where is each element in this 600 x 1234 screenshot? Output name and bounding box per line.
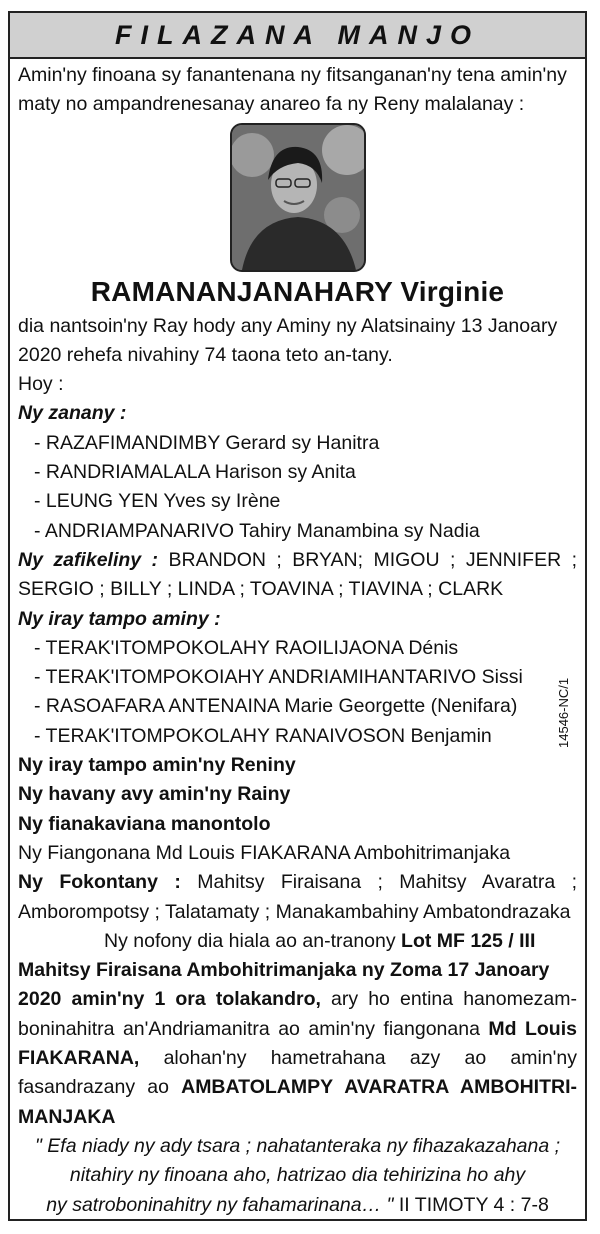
funeral-text: boninahitra an'Andriamanitra ao amin'ny fiangonana [18, 1017, 489, 1040]
zafikeliny-line-2: SERGIO ; BILLY ; LINDA ; TOAVINA ; TIAVINA ; CLARK [18, 578, 504, 601]
funeral-text: alohan'ny hametrahana azy ao amin'ny [139, 1047, 577, 1070]
list-item: - RAZAFIMANDIMBY Gerard sy Hanitra [34, 431, 380, 454]
zanany-label: Ny zanany : [18, 402, 127, 425]
quote-line-1: " Efa niady ny ady tsara ; nahatanteraka ny fihazakazahana ; [34, 1134, 561, 1157]
church-name: Md Louis [488, 1017, 577, 1040]
funeral-text: ary ho entina hanomezam- [320, 988, 577, 1011]
notice-title: FILAZANA MANJO [115, 19, 480, 50]
funeral-line-2: Mahitsy Firaisana Ambohitrimanjaka ny Zoma 17 Janoary [18, 959, 550, 982]
reference-code: 14546-NC/1 [556, 677, 571, 748]
burial-place: AMBATOLAMPY AVARATRA AMBOHITRI- [181, 1076, 577, 1099]
quote-text: ny satroboninahitry ny fahamarinana… " [46, 1193, 394, 1216]
church-name: FIAKARANA, [18, 1047, 140, 1070]
quote-line-2: nitahiry ny finoana aho, hatrizao dia tehirizina ho ahy [69, 1164, 526, 1187]
bible-reference: II TIMOTY 4 : 7-8 [393, 1193, 549, 1216]
list-item: - TERAK'ITOMPOKOLAHY RAOILIJAONA Dénis [34, 636, 459, 659]
list-item: - LEUNG YEN Yves sy Irène [34, 490, 281, 513]
fokontany-line-2: Amborompotsy ; Talatamaty ; Manakambahiny Ambatondrazaka [18, 900, 571, 923]
funeral-line-5 [18, 1044, 577, 1073]
funeral-line-4 [18, 1015, 577, 1044]
list-item: - RANDRIAMALALA Harison sy Anita [34, 461, 356, 484]
list-item: - ANDRIAMPANARIVO Tahiry Manambina sy Nadia [34, 519, 480, 542]
fiangonana-line: Ny Fiangonana Md Louis FIAKARANA Ambohitrimanjaka [18, 841, 511, 864]
list-item: - TERAK'ITOMPOKOLAHY RANAIVOSON Benjamin [34, 724, 492, 747]
funeral-line-7: MANJAKA [18, 1105, 116, 1128]
list-item: - TERAK'ITOMPOKOIAHY ANDRIAMIHANTARIVO Sissi [34, 666, 523, 689]
funeral-text: fasandrazany ao [18, 1076, 182, 1099]
notice-header [10, 13, 585, 59]
fokontany-places-1: Mahitsy Firaisana ; Mahitsy Avaratra ; [197, 871, 578, 894]
quote-line-3 [18, 1191, 577, 1220]
intro-line-1: Amin'ny finoana sy fanantenana ny fitsanganan'ny tena amin'ny [18, 64, 567, 86]
list-item: - RASOAFARA ANTENAINA Marie Georgette (Nenifara) [34, 695, 518, 718]
iray-tampo-label: Ny iray tampo aminy : [18, 607, 221, 630]
hoy-label: Hoy : [18, 373, 64, 396]
fokontany-label: Ny Fokontany : [18, 871, 181, 894]
deceased-name: RAMANANJANAHARY Virginie [90, 275, 505, 307]
fokontany-line-1 [18, 868, 577, 897]
funeral-address: Lot MF 125 / III [401, 929, 536, 952]
funeral-line-6 [18, 1073, 577, 1102]
zafikeliny-label: Ny zafikeliny : [18, 548, 159, 571]
notice-frame [8, 11, 587, 1221]
family-line: Ny iray tampo amin'ny Reniny [18, 754, 296, 777]
zafikeliny-names-1: BRANDON ; BRYAN; MIGOU ; JENNIFER ; [168, 548, 577, 571]
funeral-text: Ny nofony dia hiala ao an-tranony [104, 929, 402, 952]
funeral-time: 2020 amin'ny 1 ora tolakandro, [18, 988, 321, 1011]
funeral-line-1 [18, 927, 577, 956]
zafikeliny-line-1 [18, 546, 577, 575]
intro-line-2: maty no ampandrenesanay anareo fa ny Reny malalanay : [18, 93, 525, 116]
notice-body [18, 61, 577, 1220]
deceased-line-1: dia nantsoin'ny Ray hody any Aminy ny Alatsinainy 13 Janoary [18, 314, 558, 337]
family-line: Ny havany avy amin'ny Rainy [18, 783, 291, 806]
portrait-photo [230, 123, 366, 272]
deceased-line-2: 2020 rehefa nivahiny 74 taona teto an-tany. [18, 343, 393, 366]
family-line: Ny fianakaviana manontolo [18, 812, 271, 835]
funeral-line-3 [18, 985, 577, 1014]
